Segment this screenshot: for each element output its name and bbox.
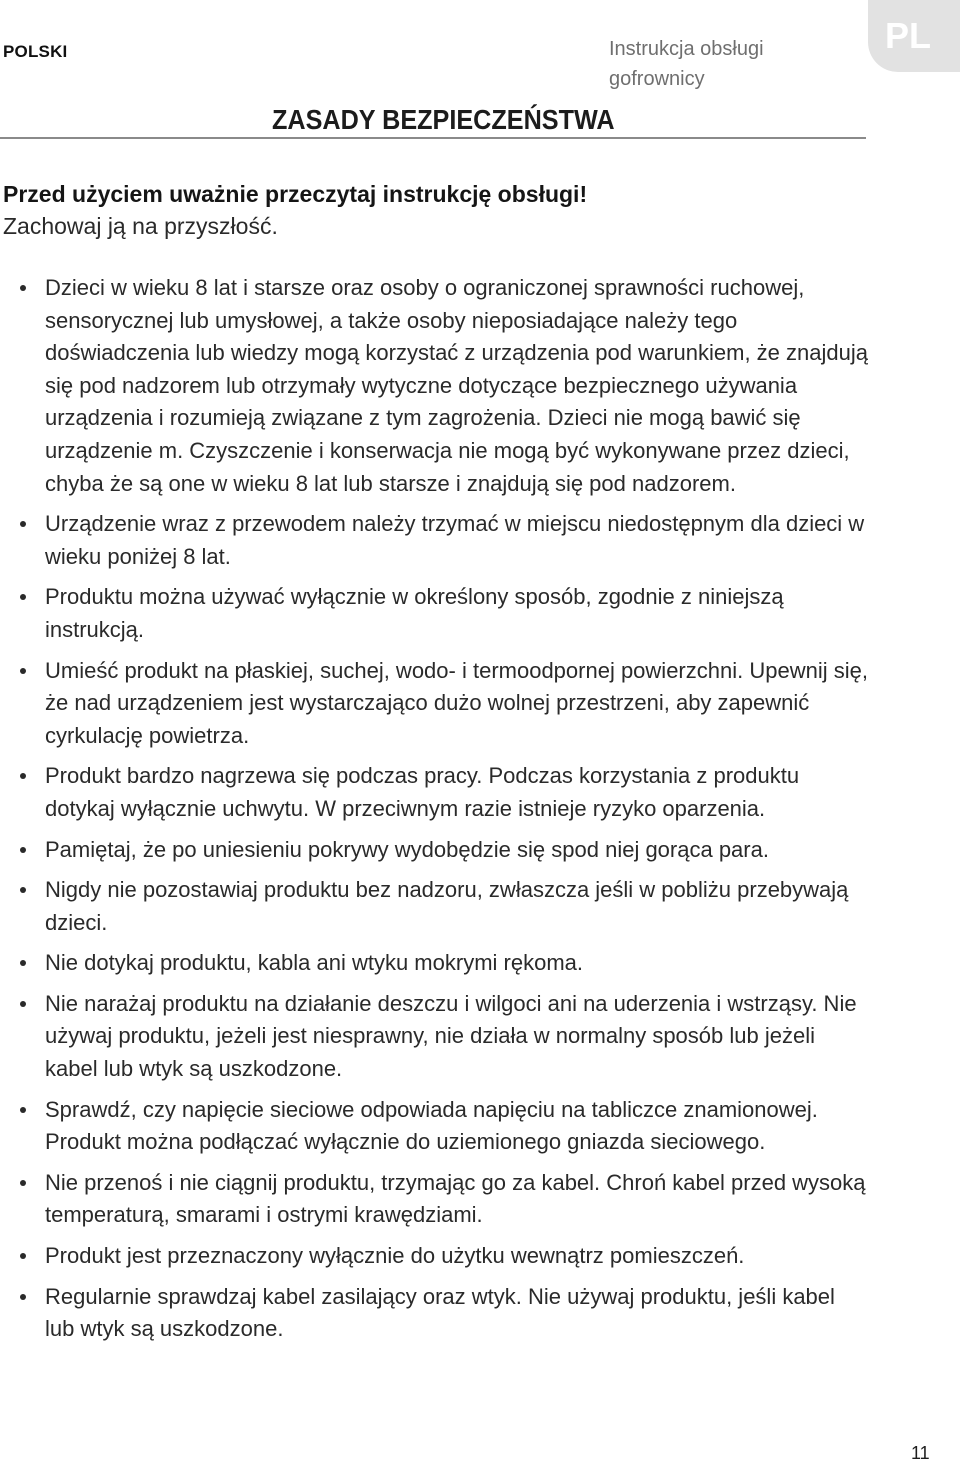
list-item-text: Nie narażaj produktu na działanie deszczu i wilgoci ani na uderzenia i wstrząsy. Nie używaj produktu, jeżeli jest niesprawny, nie działa w normalny sposób lub jeżeli kabel lub wtyk są uszkodzone. <box>45 990 857 1082</box>
list-item-text: Nie przenoś i nie ciągnij produktu, trzymając go za kabel. Chroń kabel przed wysoką temperaturą, smarami i ostrymi krawędziami. <box>45 1169 866 1228</box>
section-title: ZASADY BEZPIECZEŃSTWA <box>272 104 615 135</box>
bullet-icon <box>20 521 26 527</box>
list-item-text: Sprawdź, czy napięcie sieciowe odpowiada napięciu na tabliczce znamionowej. Produkt można podłączać wyłącznie do uziemionego gniazda sieciowego. <box>45 1096 818 1155</box>
list-item <box>0 874 870 939</box>
list-item <box>0 655 870 753</box>
list-item <box>0 508 870 573</box>
list-item-text: Dzieci w wieku 8 lat i starsze oraz osoby o ograniczonej sprawności ruchowej, sensorycznej lub umysłowej, a także osoby nieposiadające należy tego doświadczenia lub wiedzy mogą korzystać z urządzenia pod warunkiem, że znajdują się pod nadzorem lub otrzymały wytyczne dotyczące bezpiecznego używania urządzenia i rozumieją związane z tym zagrożenia. Dzieci nie mogą bawić się urządzenie m. Czyszczenie i konserwacja nie mogą być wykonywane przez dzieci, chyba że są one w wieku 8 lat lub starsze i znajdują się pod nadzorem. <box>45 275 868 496</box>
bullet-icon <box>20 960 26 966</box>
list-item-text: Pamiętaj, że po uniesieniu pokrywy wydobędzie się spod niej gorąca para. <box>45 836 769 862</box>
bullet-icon <box>20 1294 26 1300</box>
bullet-icon <box>20 668 26 674</box>
bullet-icon <box>20 1253 26 1259</box>
list-item-text: Produkt jest przeznaczony wyłącznie do użytku wewnątrz pomieszczeń. <box>45 1243 745 1269</box>
bullet-icon <box>20 887 26 893</box>
list-item-text: Nigdy nie pozostawiaj produktu bez nadzoru, zwłaszcza jeśli w pobliżu przebywają dzieci. <box>45 877 849 935</box>
list-item <box>0 988 870 1086</box>
list-item <box>0 760 870 825</box>
list-item-text: Urządzenie wraz z przewodem należy trzymać w miejscu niedostępnym dla dzieci w wieku poniżej 8 lat. <box>45 511 865 569</box>
bullet-icon <box>20 285 26 291</box>
list-item <box>0 1240 870 1273</box>
list-item-text: Umieść produkt na płaskiej, suchej, wodo- i termoodpornej powierzchni. Upewnij się, że nad urządzeniem jest wystarczająco dużo wolnej przestrzeni, aby zapewnić cyrkulację powietrza. <box>45 657 868 748</box>
intro <box>3 178 587 242</box>
intro-keep-note: Zachowaj ją na przyszłość. <box>3 213 278 239</box>
bullet-icon <box>20 594 26 600</box>
bullet-icon <box>20 1107 26 1113</box>
title-divider <box>0 137 866 139</box>
list-item <box>0 947 870 980</box>
bullet-icon <box>20 1180 26 1186</box>
list-item-text: Produktu można używać wyłącznie w określony sposób, zgodnie z niniejszą instrukcją. <box>45 584 784 642</box>
language-label: POLSKI <box>3 42 68 61</box>
page-number: 11 <box>911 1443 930 1463</box>
list-item-text: Produkt bardzo nagrzewa się podczas pracy. Podczas korzystania z produktu dotykaj wyłącznie uchwytu. W przeciwnym razie istnieje ryzyko oparzenia. <box>45 763 800 821</box>
bullet-icon <box>20 847 26 853</box>
list-item <box>0 272 870 500</box>
list-item <box>0 581 870 646</box>
list-item-text: Nie dotykaj produktu, kabla ani wtyku mokrymi rękoma. <box>45 950 583 976</box>
language-tab: PL <box>868 0 960 72</box>
bullet-icon <box>20 773 26 779</box>
manual-subtitle: Instrukcja obsługi gofrownicy <box>609 38 764 90</box>
bullet-icon <box>20 1001 26 1007</box>
list-item <box>0 1167 870 1232</box>
safety-list <box>0 272 870 1354</box>
list-item <box>0 834 870 867</box>
list-item <box>0 1281 870 1346</box>
list-item-text: Regularnie sprawdzaj kabel zasilający oraz wtyk. Nie używaj produktu, jeśli kabel lub wtyk są uszkodzone. <box>45 1283 835 1342</box>
intro-warning: Przed użyciem uważnie przeczytaj instrukcję obsługi! <box>3 181 588 207</box>
list-item <box>0 1094 870 1159</box>
